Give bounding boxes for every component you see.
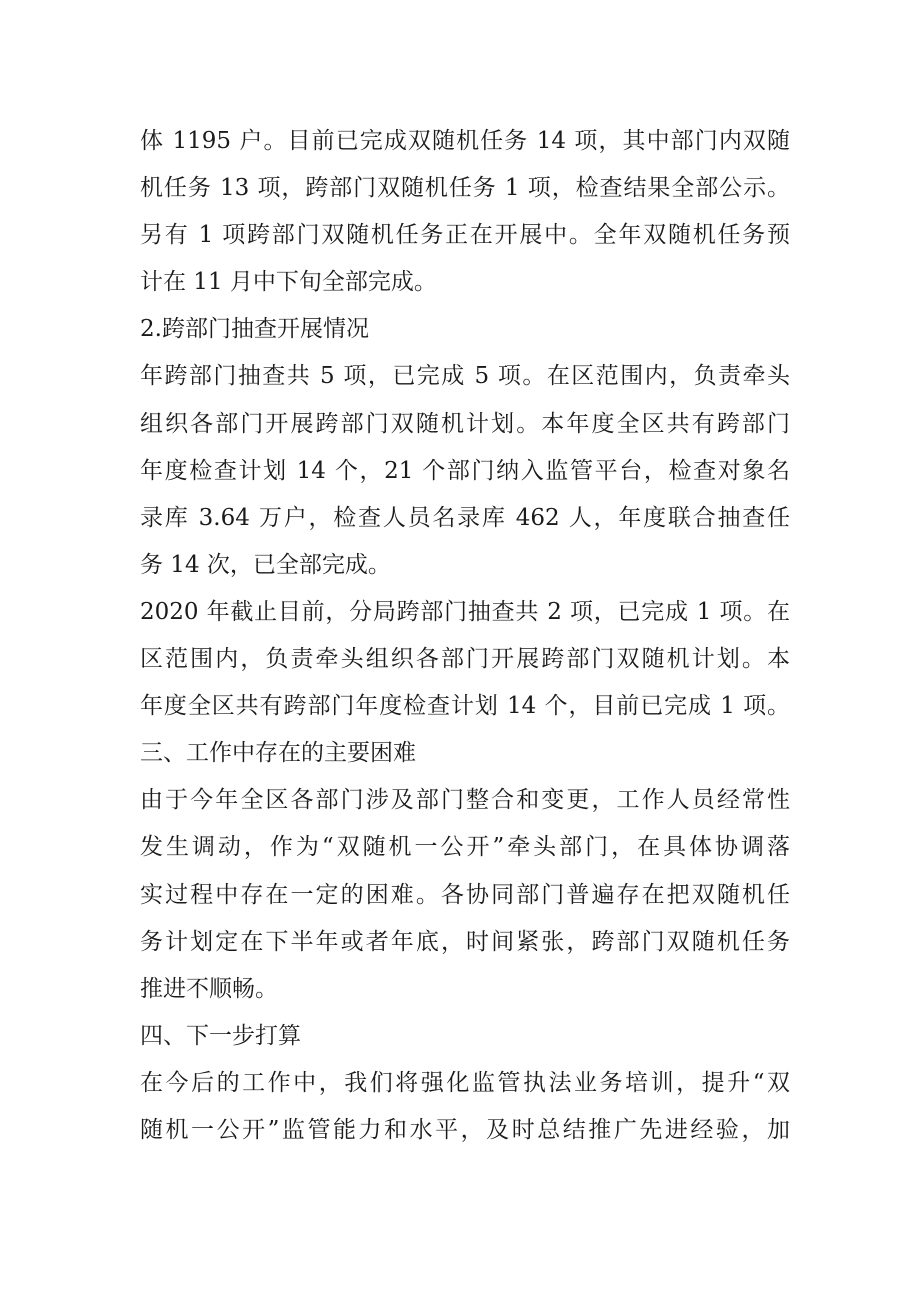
text-line: 机任务 13 项，跨部门双随机任务 1 项，检查结果全部公示。 [140, 175, 790, 202]
text-line: 推进不顺畅。 [140, 975, 278, 1002]
text-line: 年度检查计划 14 个，21 个部门纳入监管平台，检查对象名 [140, 457, 790, 484]
text-line: 发生调动，作为“双随机一公开”牵头部门，在具体协调落 [140, 834, 790, 861]
text-line: 随机一公开”监管能力和水平，及时总结推广先进经验，加 [140, 1116, 790, 1143]
text-line: 实过程中存在一定的困难。各协同部门普遍存在把双随机任 [140, 881, 790, 908]
text-line: 由于今年全区各部门涉及部门整合和变更，工作人员经常性 [140, 787, 790, 814]
section-heading: 四、下一步打算 [140, 1022, 301, 1049]
text-line: 体 1195 户。目前已完成双随机任务 14 项，其中部门内双随 [140, 128, 790, 154]
text-line: 2020 年截止目前，分局跨部门抽查共 2 项，已完成 1 项。在 [140, 598, 790, 625]
text-line: 在今后的工作中，我们将强化监管执法业务培训，提升“双 [140, 1069, 790, 1096]
section-heading: 三、工作中存在的主要困难 [140, 740, 416, 767]
text-line: 另有 1 项跨部门双随机任务正在开展中。全年双随机任务预 [140, 222, 790, 249]
section-heading: 2.跨部门抽查开展情况 [140, 316, 369, 343]
text-line: 组织各部门开展跨部门双随机计划。本年度全区共有跨部门 [140, 410, 790, 437]
body-text [140, 118, 790, 1154]
text-line: 计在 11 月中下旬全部完成。 [140, 269, 437, 296]
text-line: 年度全区共有跨部门年度检查计划 14 个，目前已完成 1 项。 [140, 693, 790, 720]
text-line: 录库 3.64 万户，检查人员名录库 462 人，年度联合抽查任 [140, 504, 790, 531]
text-line: 务计划定在下半年或者年底，时间紧张，跨部门双随机任务 [140, 928, 790, 955]
text-line: 区范围内，负责牵头组织各部门开展跨部门双随机计划。本 [140, 646, 790, 673]
text-line: 年跨部门抽查共 5 项，已完成 5 项。在区范围内，负责牵头 [140, 363, 790, 390]
text-line: 务 14 次，已全部完成。 [140, 551, 391, 578]
